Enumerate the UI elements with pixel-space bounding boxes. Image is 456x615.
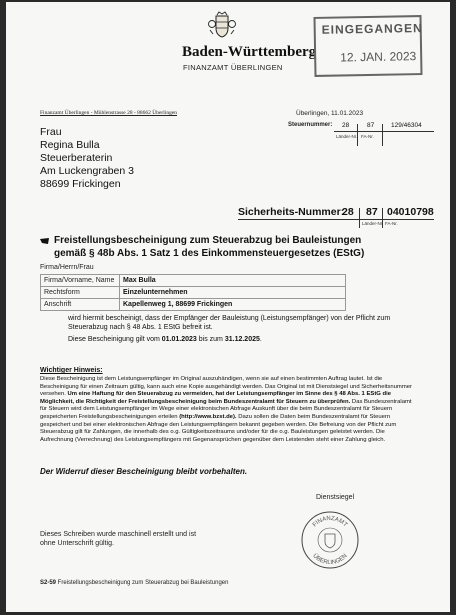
tax-number-value: 129/46304 (391, 122, 422, 129)
exemption-statement: wird hiermit bescheinigt, dass der Empfänger der Bauleistung (Leistungsempfänger) von der Pflicht zum Steuerabzug nach § 48 Abs. 1 EStG befreit ist. (68, 315, 391, 331)
tax-number-label: Steuernummer: (288, 122, 333, 128)
notice-part-e: Dazu sollen die Daten beim Bundeszentralamt für Steuern gespeichert und bei einer elektronischen Abfrage den Leistungsempfängern bekannt gegeben werden. Die Befreiung von der Pflicht zum Steuerabzug gilt für Zahlungen, die innerhalb des o.g. Gültigkeitszeitraums und/oder für die o.g. Bauleistungen geleistet werden. Die Aufrechnung (Verrechnung) des Leistungsempfängers mit Gegenansprüchen gegenüber dem Leistenden steht einer Zahlung gleich. (40, 413, 397, 443)
seal-text-bottom: ÜBERLINGEN (311, 553, 349, 567)
table-row (41, 275, 346, 287)
validity-line (68, 336, 262, 345)
form-title: Freistellungsbescheinigung zum Steuerabzug bei Bauleistungen (56, 580, 229, 586)
form-footer (40, 580, 228, 586)
notice-part-b: Um eine Haftung für den Steuerabzug zu vermeiden, hat der Leistungsempfänger im Sinne des § 48 Abs. 1 EStG die Möglichkeit, die Richtigkeit der Freistellungsbescheinigung beim Bundeszentralamt für Steuern zu überprüfen. (40, 391, 392, 405)
row-key: Firma/Vorname, Name (41, 275, 120, 287)
form-code: S2-59 (40, 580, 57, 586)
state-crest-icon (207, 10, 237, 40)
title-marker-icon (40, 238, 49, 244)
seal-text-top: FINANZAMT (311, 515, 349, 529)
row-value: Max Bulla (120, 275, 346, 287)
document-page (6, 2, 450, 612)
notice-heading: Wichtiger Hinweis: (40, 367, 103, 374)
tax-office-code: 87 (367, 122, 375, 129)
official-seal-icon (300, 510, 360, 570)
firm-header: Firma/Herrn/Frau (40, 264, 94, 271)
validity-prefix: Diese Bescheinigung gilt vom (68, 336, 162, 343)
security-country-code: 28 (342, 206, 354, 218)
recipient-address: Frau Regina Bulla Steuerberaterin Am Luckengraben 3 88699 Frickingen (40, 126, 134, 190)
security-sub-label-country: Länder-Nr. (362, 221, 384, 226)
tax-country-code: 28 (342, 122, 350, 129)
stamp-title: EINGEGANGEN (321, 21, 423, 37)
svg-text:FINANZAMT (312, 516, 348, 529)
table-row (41, 299, 346, 311)
brand-name: Baden-Württemberg (182, 44, 317, 60)
notice-part-d: (http://www.bzst.de). (179, 413, 237, 420)
tax-sub-label-country: Länder-Nr. (336, 134, 358, 139)
table-row (41, 287, 346, 299)
svg-text:ÜBERLINGEN (311, 552, 348, 566)
security-office-code: 87 (366, 206, 378, 218)
security-sub-label-office: FA-Nr. (385, 221, 398, 226)
notice-part-c: Das Bundeszentralamt für Steuern wird dem Leistungsempfänger im Wege einer elektronischen Abfrage Auskunft über die beim Bundeszentralamt für Steuern gespeicherten Freistellungsbescheinigungen erteilen (40, 398, 412, 420)
validity-suffix: . (259, 336, 262, 343)
validity-to: 31.12.2025 (224, 336, 260, 343)
stamp-date: 12. JAN. 2023 (340, 49, 417, 65)
row-value: Kapellenweg 1, 88699 Frickingen (120, 299, 346, 311)
tax-sub-label-office: FA-Nr. (361, 134, 374, 139)
security-divider-1 (359, 208, 360, 228)
machine-generated-note: Dieses Schreiben wurde maschinell erstellt und ist ohne Unterschrift gültig. (40, 531, 197, 547)
seal-caption: Dienstsiegel (316, 494, 355, 501)
sender-line: Finanzamt Überlingen - Mühlenstrasse 28 - 88662 Überlingen (40, 110, 178, 116)
row-key: Anschrift (41, 299, 120, 311)
notice-part-a: Diese Bescheinigung ist dem Leistungsempfänger im Original auszuhändigen, wenn sie auf einen bestimmten Auftrag lautet. Ist die Bescheinigung für einen Zeitraum gültig, kann auch eine Kopie ausgehändigt werden. Das Original ist mit Dienstsiegel und Sicherheitsnummer versehen. (40, 376, 412, 398)
row-key: Rechtsform (41, 287, 120, 299)
security-rule (238, 219, 434, 220)
firm-table (40, 274, 346, 311)
revocation-note: Der Widerruf dieser Bescheinigung bleibt vorbehalten. (40, 467, 248, 476)
security-number-label: Sicherheits-Nummer: (238, 206, 345, 218)
notice-text (40, 376, 418, 444)
tax-number-rule (334, 131, 434, 132)
place-date: Überlingen, 11.01.2023 (296, 110, 364, 117)
validity-from: 01.01.2023 (161, 336, 197, 343)
validity-mid: bis zum (196, 336, 225, 343)
security-number-value: 04010798 (387, 206, 434, 218)
certificate-title: Freistellungsbescheinigung zum Steuerabzug bei Bauleistungen gemäß § 48b Abs. 1 Satz 1 des Einkommensteuergesetzes (EStG) (54, 235, 365, 259)
received-stamp (313, 15, 422, 77)
office-name: FINANZAMT ÜBERLINGEN (183, 63, 283, 72)
tax-divider-2 (382, 124, 383, 146)
row-value: Einzelunternehmen (120, 287, 346, 299)
